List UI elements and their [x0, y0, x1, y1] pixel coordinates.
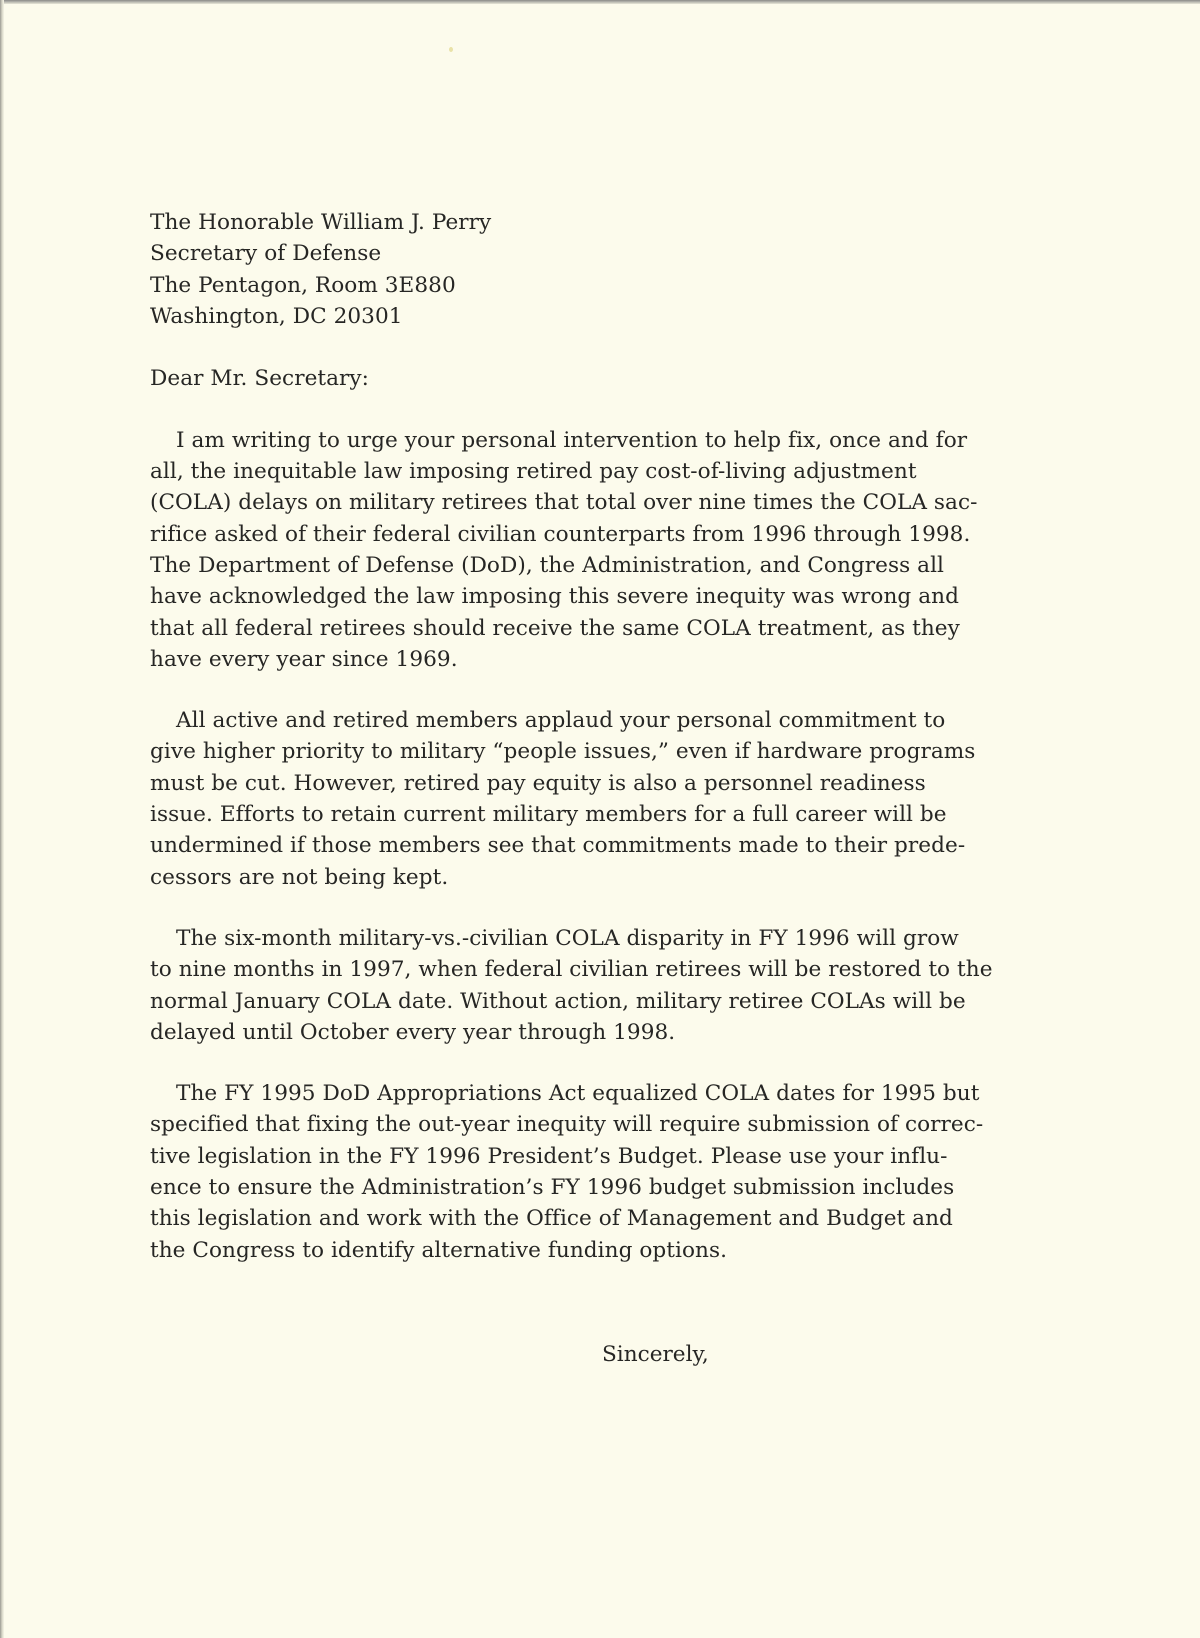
text-line: issue. Efforts to retain current military members for a full career will be: [150, 802, 947, 828]
scan-left-edge: [0, 0, 4, 1638]
paragraph-3: [150, 923, 1070, 1048]
text-line: have acknowledged the law imposing this severe inequity was wrong and: [150, 584, 959, 610]
recipient-office: The Pentagon, Room 3E880: [150, 272, 456, 298]
text-line: that all federal retirees should receive the same COLA treatment, as they: [150, 615, 960, 641]
scan-top-edge: [0, 0, 1200, 4]
text-line: The six-month military-vs.-civilian COLA disparity in FY 1996 will grow: [176, 925, 959, 951]
recipient-address: [150, 207, 1070, 332]
paper-speck: [449, 47, 453, 52]
text-line: rifice asked of their federal civilian counterparts from 1996 through 1998.: [150, 521, 971, 547]
text-line: undermined if those members see that commitments made to their prede-: [150, 833, 966, 859]
text-line: specified that fixing the out-year inequity will require submission of correc-: [150, 1112, 984, 1138]
recipient-name: The Honorable William J. Perry: [150, 210, 492, 235]
text-line: have every year since 1969.: [150, 646, 458, 672]
text-line: give higher priority to military “people issues,” even if hardware programs: [150, 739, 976, 765]
text-line: ence to ensure the Administration’s FY 1996 budget submission includes: [150, 1175, 955, 1201]
text-line: the Congress to identify alternative funding options.: [150, 1237, 728, 1263]
text-line: this legislation and work with the Office of Management and Budget and: [150, 1206, 953, 1232]
text-line: to nine months in 1997, when federal civilian retirees will be restored to the: [150, 957, 993, 983]
closing: Sincerely,: [602, 1342, 709, 1367]
text-line: cessors are not being kept.: [150, 864, 449, 890]
paragraph-2: [150, 705, 1070, 893]
text-line: must be cut. However, retired pay equity is also a personnel readiness: [150, 770, 926, 796]
text-line: I am writing to urge your personal intervention to help fix, once and for: [176, 427, 968, 453]
text-line: All active and retired members applaud your personal commitment to: [176, 708, 946, 734]
paragraph-4: [150, 1078, 1070, 1266]
recipient-title: Secretary of Defense: [150, 241, 382, 267]
letter-body: [150, 207, 1070, 1266]
text-line: tive legislation in the FY 1996 President’s Budget. Please use your influ-: [150, 1143, 948, 1169]
text-line: (COLA) delays on military retirees that total over nine times the COLA sac-: [150, 490, 978, 516]
text-line: The Department of Defense (DoD), the Administration, and Congress all: [150, 552, 945, 578]
text-line: normal January COLA date. Without action, military retiree COLAs will be: [150, 988, 966, 1014]
paragraph-1: [150, 425, 1070, 675]
text-line: delayed until October every year through 1998.: [150, 1019, 676, 1045]
salutation: Dear Mr. Secretary:: [150, 366, 370, 392]
text-line: all, the inequitable law imposing retired pay cost-of-living adjustment: [150, 459, 917, 485]
recipient-city: Washington, DC 20301: [150, 303, 403, 329]
text-line: The FY 1995 DoD Appropriations Act equalized COLA dates for 1995 but: [176, 1081, 980, 1107]
